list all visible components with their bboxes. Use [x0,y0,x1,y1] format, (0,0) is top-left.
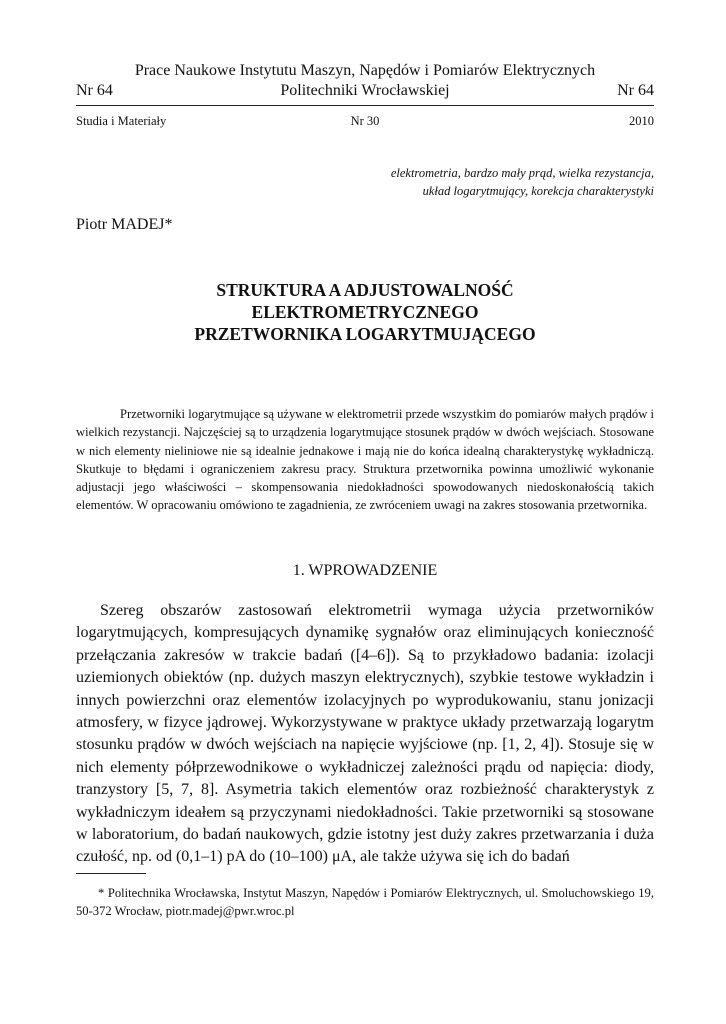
publication-year: 2010 [629,114,654,128]
title-line: STRUKTURA A ADJUSTOWALNOŚĆ [216,280,514,300]
keywords-line: elektrometria, bardzo mały prąd, wielka rezystancja, [390,166,654,180]
footnote [76,884,654,920]
keywords-line: układ logarytmujący, korekcja charakterystyki [422,184,654,198]
body-text [76,600,654,869]
header-divider [76,105,654,106]
section-heading: 1. WPROWADZENIE [292,562,438,579]
abstract-text: Przetworniki logarytmujące są używane w elektrometrii przede wszystkim do pomiarów małych prądów i wielkich rezystancji. Najczęściej są to urządzenia logarytmujące stosunek prądów w dwóch wejściach. Stosowane w nich elementy nieliniowe nie są idealnie jednakowe i mają nie do końca idealną charakterystykę wykładniczą. Skutkuje to błędami i ograniczeniem zakresu pracy. Struktura przetwornika powinna umożliwić wykonanie adjustacji jego właściwości – skompensowania niedokładności spowodowanych niedoskonałością takich elementów. W opracowaniu omówiono te zagadnienia, ze zwróceniem uwagi na zakres stosowania przetwornika. [76,407,654,513]
keywords [234,164,654,200]
journal-title: Prace Naukowe Instytutu Maszyn, Napędów i Pomiarów Elektrycznych [134,62,596,79]
footnote-text: * Politechnika Wrocławska, Instytut Maszyn, Napędów i Pomiarów Elektrycznych, ul. Smoluchowskiego 19, 50-372 Wrocław, piotr.madej@pwr.wroc.pl [76,886,654,918]
issue-number-right: Nr 64 [617,82,654,99]
university-name: Politechniki Wrocławskiej [280,82,450,99]
series-number: Nr 30 [350,114,380,128]
footnote-divider [76,873,146,874]
series-name: Studia i Materiały [76,114,167,128]
abstract [76,405,654,515]
title-line: ELEKTROMETRYCZNEGO [251,302,479,322]
issue-number-left: Nr 64 [76,82,113,99]
author-name: Piotr MADEJ* [76,216,173,233]
title-line: PRZETWORNIKA LOGARYTMUJĄCEGO [194,324,536,344]
body-paragraph: Szereg obszarów zastosowań elektrometrii wymaga użycia przetworników logarytmujących, kompresujących dynamikę sygnałów oraz eliminujących konieczność przełączania zakresów w trakcie badań ([4–6]). Są to przykładowo badania: izolacji uziemionych obiektów (np. dużych maszyn elektrycznych), szybkie testowe wykładzin i innych powierzchni oraz elementów izolacyjnych po wyprodukowaniu, stanu jonizacji atmosfery, w fizyce jądrowej. Wykorzystywane w praktyce układy przetwarzają logarytm stosunku prądów w dwóch wejściach na napięcie wyjściowe (np. [1, 2, 4]). Stosuje się w nich elementy półprzewodnikowe o wykładniczej zależności prądu od napięcia: diody, tranzystory [5, 7, 8]. Asymetria takich elementów oraz rozbieżność charakterystyk z wykładniczym ideałem są przyczynami niedokładności. Takie przetworniki są stosowane w laboratorium, do badań naukowych, gdzie istotny jest duży zakres przetwarzania i duża czułość, np. od (0,1–1) pA do (10–100) μA, ale także używa się ich do badań [76,602,654,866]
paper-title [76,279,654,345]
